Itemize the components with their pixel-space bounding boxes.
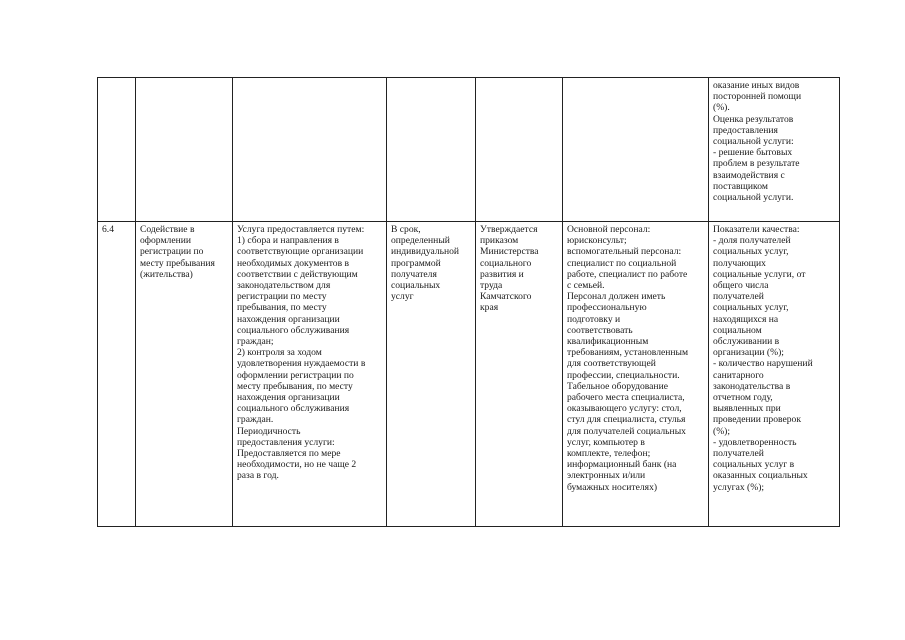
text-line: информационный банк (на — [567, 459, 677, 471]
text-line: специалист по социальной — [567, 257, 677, 269]
text-line: Табельное оборудование — [567, 380, 668, 392]
text-line: получателей — [713, 448, 764, 460]
text-line: социальные услуги, от — [713, 268, 806, 280]
text-line: законодательства в — [713, 380, 791, 392]
text-line: проведении проверок — [713, 414, 801, 426]
text-line: оказанных социальных — [713, 470, 808, 482]
text-line: 2) контроля за ходом — [237, 347, 322, 359]
text-line: Министерства — [480, 246, 539, 258]
text-line: раза в год. — [237, 470, 279, 482]
text-line: развития и — [480, 268, 524, 280]
cell-quality-indicators — [709, 222, 840, 527]
text-line: поставщиком — [713, 180, 768, 192]
service-description-text — [237, 224, 383, 482]
text-line: Услуга предоставляется путем: — [237, 224, 365, 235]
text-line: соответствующие организации — [237, 246, 364, 258]
text-line: соответствовать — [567, 324, 633, 336]
text-line: получающих — [713, 257, 766, 269]
text-line: социального обслуживания — [237, 403, 350, 415]
text-line: санитарного — [713, 369, 764, 381]
text-line: общего числа — [713, 280, 769, 292]
service-tariff-text — [480, 224, 559, 314]
text-line: Камчатского — [480, 291, 532, 303]
text-line: оформлении — [140, 235, 191, 247]
text-line: Основной персонал: — [567, 224, 651, 235]
cell-service-name — [136, 222, 233, 527]
text-line: стул для специалиста, стулья — [567, 414, 686, 426]
text-line: получателей — [713, 291, 764, 303]
text-line: организации (%); — [713, 347, 784, 359]
text-line: вспомогательный персонал: — [567, 246, 682, 258]
cell-conditions-empty — [563, 78, 709, 222]
text-line: электронных и/или — [567, 470, 646, 482]
text-line: проблем в результате — [713, 158, 800, 170]
text-line: для получателей социальных — [567, 425, 686, 437]
text-line: Утверждается — [480, 224, 538, 235]
cell-quality-continued — [709, 78, 840, 222]
quality-continued-text — [713, 80, 836, 203]
text-line: - количество нарушений — [713, 358, 813, 370]
text-line: соответствии с действующим — [237, 268, 358, 280]
text-line: регистрации по — [140, 246, 204, 258]
service-conditions-text — [567, 224, 705, 493]
text-line: необходимых документов в — [237, 257, 350, 269]
text-line: программой — [391, 257, 441, 269]
text-line: Содействие в — [140, 224, 195, 235]
text-line: Персонал должен иметь — [567, 291, 666, 303]
text-line: рабочего места специалиста, — [567, 392, 685, 404]
cell-tariff-empty — [476, 78, 563, 222]
text-line: 1) сбора и направления в — [237, 235, 339, 247]
text-line: для соответствующей — [567, 358, 656, 370]
text-line: квалификационным — [567, 336, 649, 348]
text-line: (%); — [713, 425, 731, 437]
text-line: получателя — [391, 268, 437, 280]
text-line: оказывающего услугу: стол, — [567, 403, 682, 415]
text-line: отчетном году, — [713, 392, 773, 404]
text-line: определенный — [391, 235, 450, 247]
text-line: социальных услуг, — [713, 302, 789, 314]
text-line: социального — [480, 257, 532, 269]
text-line: социальной услуги: — [713, 136, 794, 148]
text-line: нахождения организации — [237, 392, 340, 404]
text-line: пребывания, по месту — [237, 302, 327, 314]
text-line: юрисконсульт; — [567, 235, 627, 247]
text-line: (%). — [713, 102, 730, 114]
text-line: (жительства) — [140, 268, 193, 280]
cell-number — [98, 222, 136, 527]
cell-name-empty — [136, 78, 233, 222]
text-line: Периодичность — [237, 425, 301, 437]
table-row — [98, 222, 840, 527]
service-standards-table — [97, 77, 840, 527]
cell-number-empty — [98, 78, 136, 222]
text-line: предоставления — [713, 124, 778, 136]
text-line: комплекте, телефон; — [567, 448, 651, 460]
text-line: - удовлетворенность — [713, 436, 797, 448]
text-line: услуг, компьютер в — [567, 436, 645, 448]
text-line: услуг — [391, 291, 414, 303]
text-line: с семьей. — [567, 280, 605, 292]
text-line: требованиям, установленным — [567, 347, 689, 359]
cell-term-empty — [387, 78, 476, 222]
service-term-text — [391, 224, 472, 302]
text-line: социальных услуг в — [713, 459, 795, 471]
text-line: профессии, специальности. — [567, 369, 680, 381]
table-row — [98, 78, 840, 222]
text-line: месту пребывания, по месту — [237, 380, 353, 392]
text-line: В срок, — [391, 224, 421, 235]
text-line: граждан. — [237, 414, 274, 426]
text-line: социальных — [391, 280, 441, 292]
text-line: взаимодействия с — [713, 169, 785, 181]
text-line: профессиональную — [567, 302, 647, 314]
cell-service-description — [233, 222, 387, 527]
text-line: труда — [480, 280, 503, 292]
row-number: 6.4 — [102, 224, 114, 235]
text-line: нахождения организации — [237, 313, 340, 325]
text-line: Предоставляется по мере — [237, 448, 341, 460]
text-line: работе, специалист по работе — [567, 268, 688, 280]
text-line: удовлетворения нуждаемости в — [237, 358, 366, 370]
text-line: предоставления услуги: — [237, 436, 335, 448]
text-line: подготовку и — [567, 313, 621, 325]
text-line: социальном — [713, 324, 762, 336]
text-line: Оценка результатов — [713, 113, 794, 125]
text-line: оказание иных видов — [713, 80, 800, 91]
text-line: бумажных носителях) — [567, 481, 658, 493]
cell-service-conditions — [563, 222, 709, 527]
text-line: оформлении регистрации по — [237, 369, 354, 381]
text-line: граждан; — [237, 336, 274, 348]
text-line: выявленных при — [713, 403, 781, 415]
text-line: обслуживании в — [713, 336, 780, 348]
text-line: находящихся на — [713, 313, 779, 325]
text-line: посторонней помощи — [713, 91, 802, 103]
text-line: социальных услуг, — [713, 246, 789, 258]
text-line: социальной услуги. — [713, 192, 794, 204]
text-line: - решение бытовых — [713, 147, 793, 159]
cell-description-empty — [233, 78, 387, 222]
text-line: услугах (%); — [713, 481, 765, 493]
text-line: Показатели качества: — [713, 224, 800, 235]
text-line: законодательством для — [237, 280, 331, 292]
text-line: социального обслуживания — [237, 324, 350, 336]
text-line: регистрации по месту — [237, 291, 327, 303]
service-name-text — [140, 224, 229, 280]
text-line: - доля получателей — [713, 235, 791, 247]
text-line: необходимости, но не чаще 2 — [237, 459, 357, 471]
text-line: индивидуальной — [391, 246, 460, 258]
text-line: приказом — [480, 235, 519, 247]
cell-service-term — [387, 222, 476, 527]
text-line: края — [480, 302, 499, 314]
text-line: месту пребывания — [140, 257, 215, 269]
cell-service-tariff — [476, 222, 563, 527]
quality-indicators-text — [713, 224, 836, 493]
